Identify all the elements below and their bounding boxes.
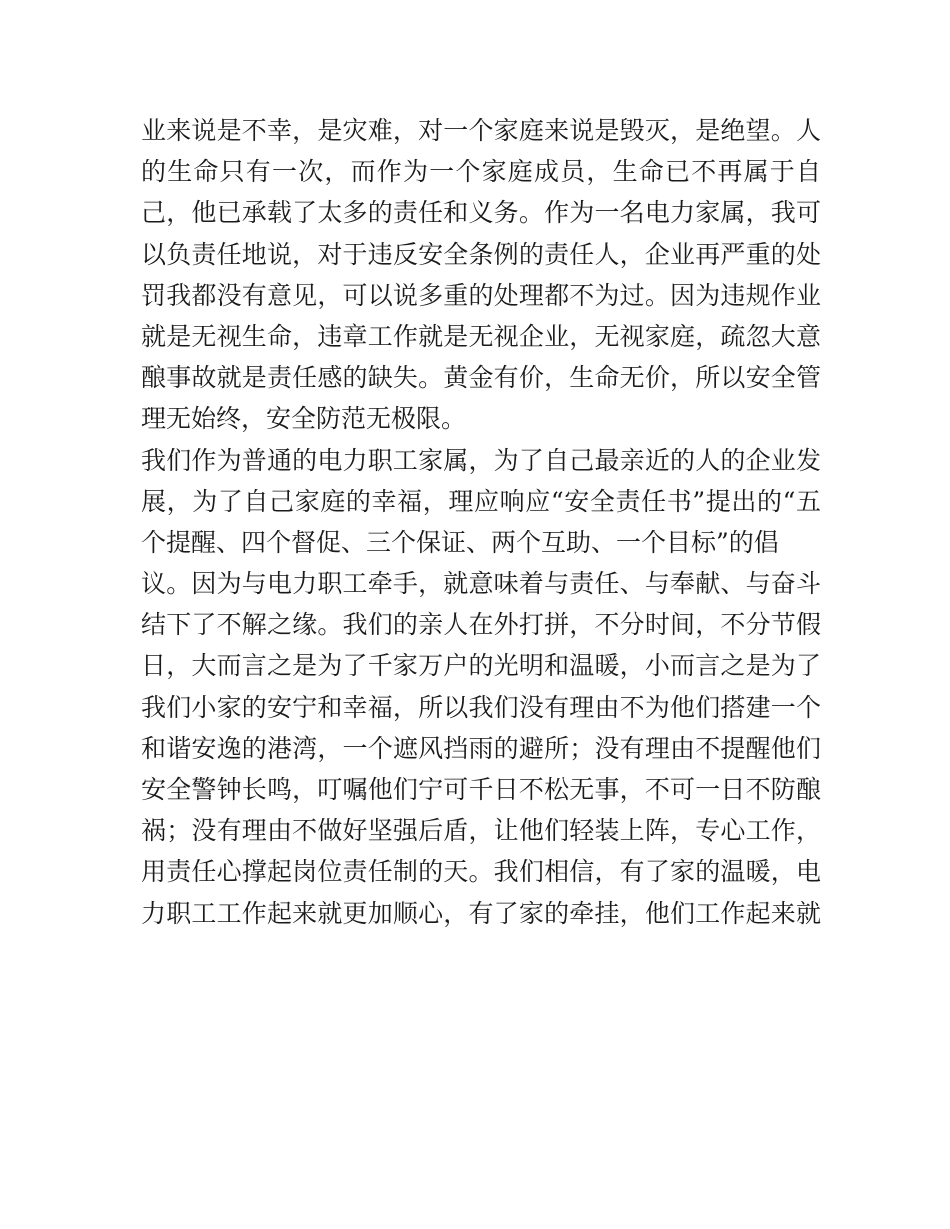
text-line: 用责任心撑起岗位责任制的天。我们相信，有了家的温暖，电 bbox=[141, 857, 821, 887]
text-line: 己，他已承载了太多的责任和义务。作为一名电力家属，我可 bbox=[141, 198, 821, 228]
text-line: 结下了不解之缘。我们的亲人在外打拼，不分时间，不分节假 bbox=[141, 610, 821, 640]
text-line: 的生命只有一次，而作为一个家庭成员，生命已不再属于自 bbox=[141, 157, 821, 187]
text-line: 个提醒、四个督促、三个保证、两个互助、一个目标”的倡 bbox=[141, 527, 779, 557]
text-line: 我们小家的安宁和幸福，所以我们没有理由不为他们搭建一个 bbox=[141, 692, 821, 722]
text-line: 以负责任地说，对于违反安全条例的责任人，企业再严重的处 bbox=[141, 239, 821, 269]
text-line: 就是无视生命，违章工作就是无视企业，无视家庭，疏忽大意 bbox=[141, 321, 821, 351]
text-line: 罚我都没有意见，可以说多重的处理都不为过。因为违规作业 bbox=[141, 280, 821, 310]
text-line: 酿事故就是责任感的缺失。黄金有价，生命无价，所以安全管 bbox=[141, 363, 821, 393]
text-line: 祸；没有理由不做好坚强后盾，让他们轻装上阵，专心工作， bbox=[141, 816, 821, 846]
text-line: 展，为了自己家庭的幸福，理应响应“安全责任书”提出的“五 bbox=[141, 486, 821, 516]
body-text bbox=[141, 110, 821, 934]
text-line: 业来说是不幸，是灾难，对一个家庭来说是毁灭，是绝望。人 bbox=[141, 116, 821, 145]
text-line: 理无始终，安全防范无极限。 bbox=[141, 404, 467, 434]
text-line: 和谐安逸的港湾，一个遮风挡雨的避所；没有理由不提醒他们 bbox=[141, 733, 821, 763]
text-line: 安全警钟长鸣，叮嘱他们宁可千日不松无事，不可一日不防酿 bbox=[141, 775, 821, 804]
text-line: 日，大而言之是为了千家万户的光明和温暖，小而言之是为了 bbox=[141, 651, 821, 681]
text-line: 议。因为与电力职工牵手，就意味着与责任、与奉献、与奋斗 bbox=[141, 569, 821, 599]
text-line: 力职工工作起来就更加顺心，有了家的牵挂，他们工作起来就 bbox=[141, 898, 821, 928]
text-line: 我们作为普通的电力职工家属，为了自己最亲近的人的企业发 bbox=[141, 445, 821, 475]
